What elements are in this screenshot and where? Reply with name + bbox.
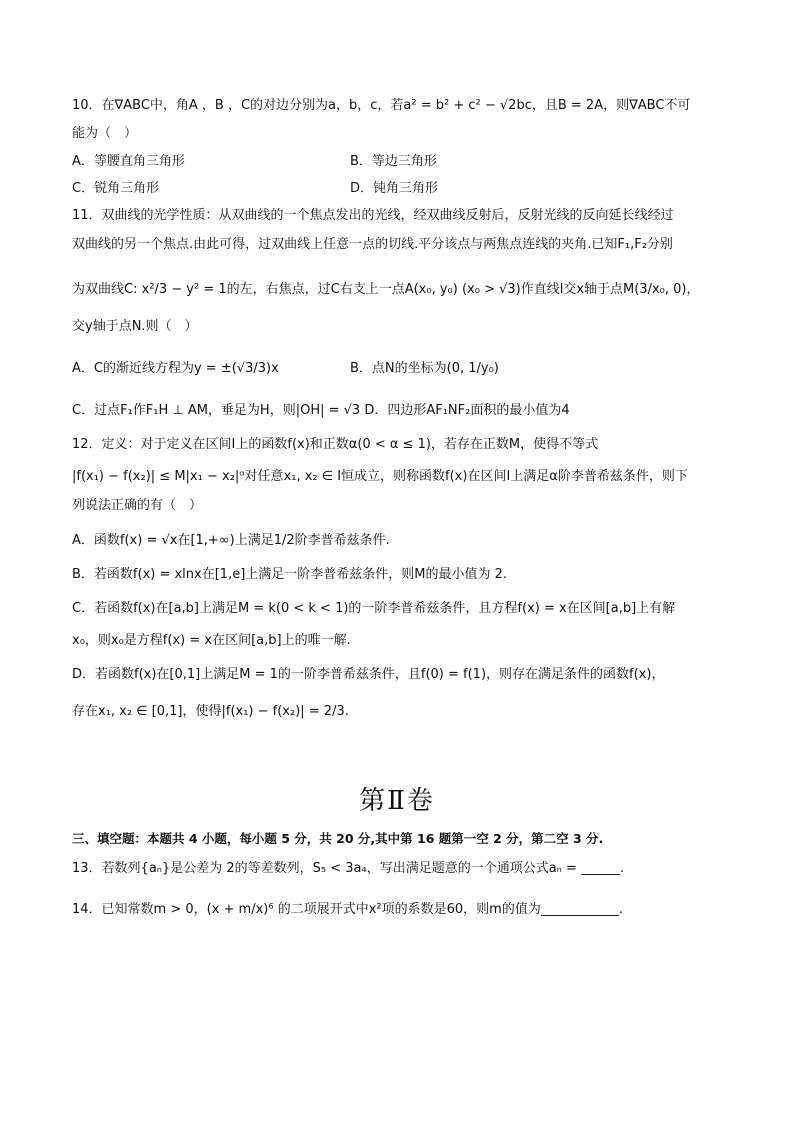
q10-stem-line2: 能为（ ） — [72, 126, 138, 141]
q11-stem-line3: 为双曲线C: x²/3 − y² = 1的左，右焦点，过C右支上一点A(x₀, y₀) (x₀ > √3)作直线l交x轴于点M(3/x₀, 0)， — [72, 282, 700, 297]
q10-stem-line1: 10．在∇ABC中，角A ，B ，C的对边分别为a，b，c，若a² = b² + c² − √2bc，且B = 2A，则∇ABC不可 — [72, 98, 691, 113]
q12-stem-line1: 12．定义：对于定义在区间I上的函数f(x)和正数α(0 < α ≤ 1)，若存在正数M，使得不等式 — [72, 437, 599, 452]
q11-option-c-d: C．过点F₁作F₁H ⊥ AM，垂足为H，则|OH| = √3 D．四边形AF₁NF₂面积的最小值为4 — [72, 403, 570, 418]
q12-option-c-line2: x₀，则x₀是方程f(x) = x在区间[a,b]上的唯一解. — [72, 633, 351, 648]
q11-option-b: B．点N的坐标为(0, 1/y₀) — [350, 361, 499, 376]
q13-stem: 13．若数列{aₙ}是公差为 2的等差数列，S₅ < 3a₄，写出满足题意的一个通项公式aₙ = ______. — [72, 861, 625, 876]
q12-option-a: A．函数f(x) = √x在[1,+∞)上满足1/2阶李普希兹条件. — [72, 533, 390, 548]
q12-option-d-line1: D．若函数f(x)在[0,1]上满足M = 1的一阶李普希兹条件，且f(0) = f(1)，则存在满足条件的函数f(x)， — [72, 667, 665, 682]
q12-option-b: B．若函数f(x) = xlnx在[1,e]上满足一阶李普希兹条件，则M的最小值为 2. — [72, 567, 508, 582]
q11-option-a: A．C的渐近线方程为y = ±(√3/3)x — [72, 361, 279, 376]
q10-option-d: D．钝角三角形 — [350, 181, 439, 196]
q12-stem-line3: 列说法正确的有（ ） — [72, 498, 203, 513]
section-instructions: 三、填空题：本题共 4 小题，每小题 5 分，共 20 分,其中第 16 题第一空 2 分，第二空 3 分. — [72, 831, 604, 846]
q10-option-a: A．等腰直角三角形 — [72, 154, 185, 169]
q14-stem: 14．已知常数m > 0，(x + m/x)⁶ 的二项展开式中x²项的系数是60，则m的值为____________. — [72, 902, 623, 917]
q12-stem-line2: |f(x₁) − f(x₂)| ≤ M|x₁ − x₂|ᵅ对任意x₁, x₂ ∈ I恒成立，则称函数f(x)在区间I上满足α阶李普希兹条件，则下 — [72, 469, 688, 484]
q11-stem-line4: 交y轴于点N.则（ ） — [72, 319, 198, 334]
section-title: 第Ⅱ卷 — [359, 786, 435, 816]
q10-option-b: B．等边三角形 — [350, 154, 437, 169]
q10-option-c: C．锐角三角形 — [72, 181, 160, 196]
q11-stem-line2: 双曲线的另一个焦点.由此可得，过双曲线上任意一点的切线.平分该点与两焦点连线的夹角.已知F₁,F₂分别 — [72, 237, 673, 252]
q12-option-d-line2: 存在x₁, x₂ ∈ [0,1]，使得|f(x₁) − f(x₂)| = 2/3. — [72, 704, 349, 719]
q12-option-c-line1: C．若函数f(x)在[a,b]上满足M = k(0 < k < 1)的一阶李普希兹条件，且方程f(x) = x在区间[a,b]上有解 — [72, 601, 676, 616]
q11-stem-line1: 11．双曲线的光学性质：从双曲线的一个焦点发出的光线，经双曲线反射后，反射光线的反向延长线经过 — [72, 208, 674, 223]
